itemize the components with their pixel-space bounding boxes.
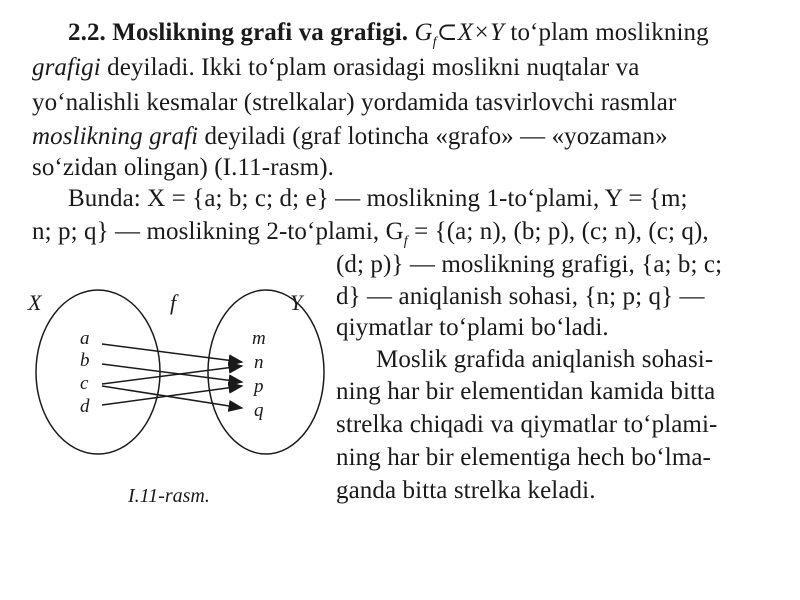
arrow-a-to-n: [102, 344, 242, 362]
paragraph2-subscript: f: [403, 234, 408, 249]
term-grafigi: grafigi: [32, 54, 101, 81]
section-title: Moslikning grafi va grafigi.: [112, 19, 409, 46]
paragraph2-line5: qiymatlar to‘plami bo‘ladi.: [336, 314, 609, 341]
term-moslikning-grafi: moslikning grafi: [32, 123, 199, 150]
y-element-q: q: [254, 400, 264, 421]
paragraph2-line3: (d; p)} — moslikning grafigi, {a; b; c;: [336, 251, 723, 278]
paragraph3-line5: ganda bitta strelka keladi.: [336, 477, 596, 504]
paragraph3-line1: Moslik grafida aniqlanish sohasi-: [376, 346, 714, 373]
y-element-m: m: [252, 328, 266, 349]
heading-line: [68, 18, 709, 58]
set-x-label: X: [28, 290, 42, 315]
set-y-label: Y: [290, 290, 303, 315]
arrow-b-to-p: [102, 364, 242, 382]
arrow-c-to-n: [102, 366, 242, 384]
paragraph2-line4: d} — aniqlanish sohasi, {n; p; q} —: [336, 283, 705, 310]
x-element-a: a: [80, 328, 90, 349]
mapping-figure: [20, 280, 330, 480]
formula-subscript: f: [432, 35, 437, 50]
set-y-ellipse: [208, 290, 324, 454]
formula-g: G: [414, 19, 433, 46]
heading-continuation: to‘plam moslikning: [504, 19, 709, 46]
x-element-c: c: [80, 373, 89, 394]
mapping-diagram: [20, 280, 330, 480]
paragraph1-line3: [32, 122, 668, 152]
paragraph1-line2: yo‘nalishli kesmalar (strelkalar) yordamida tasvirlovchi rasmlar: [32, 89, 677, 116]
x-element-b: b: [80, 350, 90, 371]
y-element-p: p: [254, 376, 264, 397]
y-element-n: n: [254, 352, 264, 373]
set-x-ellipse: [36, 290, 160, 454]
x-element-d: d: [80, 396, 90, 417]
mapping-label: f: [170, 290, 177, 315]
paragraph2-line1: Bunda: X = {a; b; c; d; e} — moslikning 1-to‘plami, Y = {m;: [68, 185, 688, 212]
paragraph1-line3-text: deyiladi (graf lotincha «grafo» — «yozaman»: [198, 123, 668, 150]
figure-caption: I.11-rasm.: [128, 485, 210, 507]
paragraph1-line1: [32, 53, 639, 83]
paragraph3-line4: ning har bir elementiga hech bo‘lma-: [336, 444, 711, 471]
section-number: 2.2.: [68, 19, 106, 46]
paragraph2-line2-b: = {(a; n), (b; p), (c; n), (c; q),: [407, 218, 709, 245]
formula-rest: ⊂X×Y: [436, 19, 505, 46]
paragraph1-line4: so‘zidan olingan) (I.11-rasm).: [32, 154, 334, 181]
paragraph2-line2-a: n; p; q} — moslikning 2-to‘plami, G: [32, 218, 404, 245]
paragraph3-line3: strelka chiqadi va qiymatlar to‘plami-: [336, 411, 718, 438]
paragraph3-line2: ning har bir elementidan kamida bitta: [336, 378, 716, 405]
paragraph1-line1-text: deyiladi. Ikki to‘plam orasidagi moslikni nuqtalar va: [100, 54, 640, 81]
